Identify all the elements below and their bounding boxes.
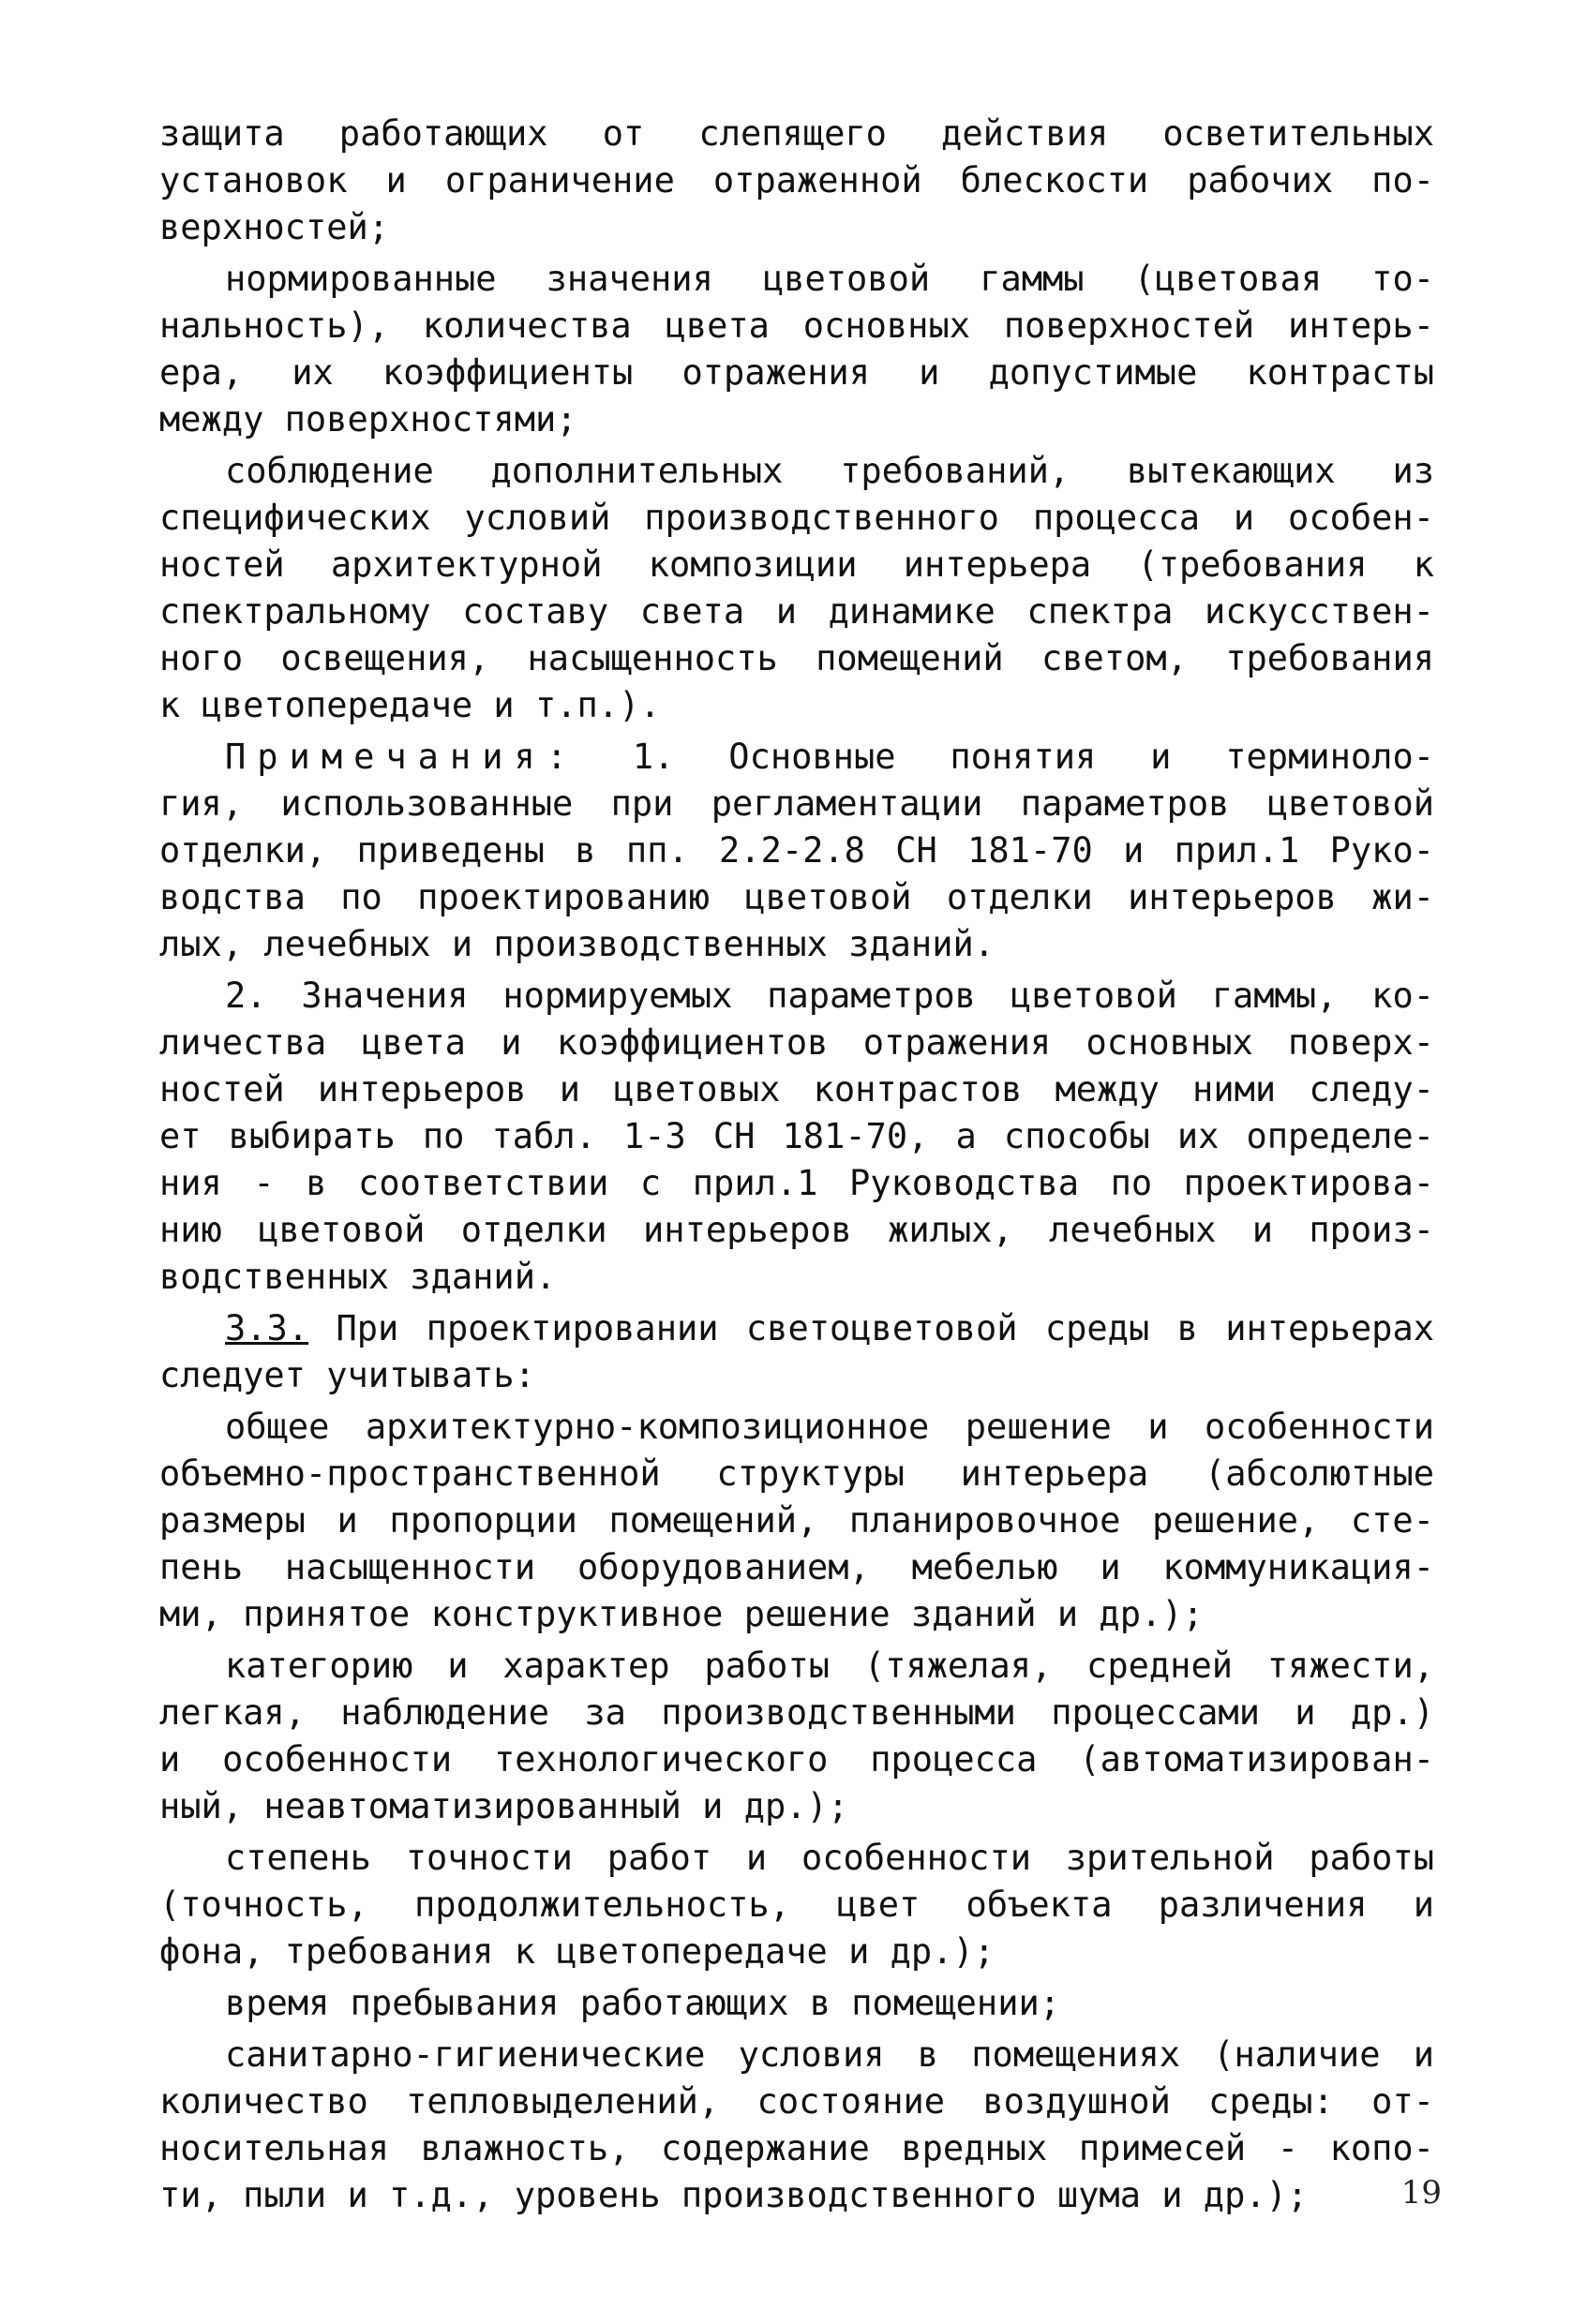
section-text: При проектировании светоцветовой среды в интерьерах <box>336 1308 1434 1348</box>
text-line-19: 2. Значения нормируемых параметров цветовой гаммы, ко- <box>225 976 1434 1016</box>
text-line-8: соблюдение дополнительных требований, вытекающих из <box>225 451 1434 491</box>
text-line-9: специфических условий производственного процесса и особен- <box>159 498 1434 538</box>
text-line-37: степень точности работ и особенности зрительной работы <box>225 1838 1434 1878</box>
text-line-32: ми, принятое конструктивное решение зданий и др.); <box>159 1594 1204 1634</box>
text-line-10: ностей архитектурной композиции интерьера (требования к <box>159 544 1434 585</box>
document-page <box>159 111 1434 2219</box>
text-line-24: нию цветовой отделки интерьеров жилых, лечебных и произ- <box>159 1210 1434 1250</box>
text-line-16: отделки, приведены в пп. 2.2-2.8 СН 181-70 и прил.1 Руко- <box>159 830 1434 871</box>
notes-text: 1. Основные понятия и терминоло- <box>632 737 1434 777</box>
text-line-12: ного освещения, насыщенность помещений светом, требования <box>159 638 1434 678</box>
text-line-2: установок и ограничение отраженной блескости рабочих по- <box>159 160 1434 201</box>
page-number: 19 <box>1400 2174 1442 2212</box>
text-line-11: спектральному составу света и динамике спектра искусствен- <box>159 591 1434 632</box>
notes-label: Примечания: <box>225 737 579 777</box>
text-line-18: лых, лечебных и производственных зданий. <box>159 924 996 964</box>
text-line-33: категорию и характер работы (тяжелая, средней тяжести, <box>225 1646 1434 1686</box>
text-line-27: следует учитывать: <box>159 1355 535 1395</box>
text-line-17: водства по проектированию цветовой отделки интерьеров жи- <box>159 877 1434 917</box>
text-line-30: размеры и пропорции помещений, планировочное решение, сте- <box>159 1500 1434 1541</box>
text-line-20: личества цвета и коэффициентов отражения основных поверх- <box>159 1022 1434 1063</box>
text-line-42: количество тепловыделений, состояние воздушной среды: от- <box>159 2081 1434 2122</box>
notes-line-1 <box>159 734 1434 781</box>
text-line-39: фона, требования к цветопередаче и др.); <box>159 1931 996 1972</box>
section-line-1 <box>159 1305 1434 1352</box>
text-line-13: к цветопередаче и т.п.). <box>159 685 661 725</box>
text-line-40: время пребывания работающих в помещении; <box>225 1983 1061 2023</box>
text-line-25: водственных зданий. <box>159 1257 557 1297</box>
text-line-15: гия, использованные при регламентации параметров цветовой <box>159 783 1434 824</box>
text-line-35: и особенности технологического процесса (автоматизирован- <box>159 1739 1434 1780</box>
text-line-22: ет выбирать по табл. 1-3 СН 181-70, а способы их определе- <box>159 1116 1434 1156</box>
text-line-36: ный, неавтоматизированный и др.); <box>159 1786 849 1826</box>
text-line-21: ностей интерьеров и цветовых контрастов между ними следу- <box>159 1069 1434 1110</box>
text-line-4: нормированные значения цветовой гаммы (цветовая то- <box>225 259 1434 299</box>
text-line-29: объемно-пространственной структуры интерьера (абсолютные <box>159 1453 1434 1494</box>
text-line-43: носительная влажность, содержание вредных примесей - копо- <box>159 2128 1434 2168</box>
text-line-5: нальность), количества цвета основных поверхностей интерь- <box>159 305 1434 346</box>
text-line-3: верхностей; <box>159 207 390 247</box>
text-line-38: (точность, продолжительность, цвет объекта различения и <box>159 1885 1434 1925</box>
text-line-23: ния - в соответствии с прил.1 Руководства по проектирова- <box>159 1163 1434 1203</box>
text-line-34: легкая, наблюдение за производственными процессами и др.) <box>159 1692 1434 1733</box>
section-number: 3.3. <box>225 1308 309 1348</box>
text-line-31: пень насыщенности оборудованием, мебелью и коммуникация- <box>159 1547 1434 1587</box>
text-line-28: общее архитектурно-композиционное решение и особенности <box>225 1407 1434 1447</box>
text-line-1: защита работающих от слепящего действия осветительных <box>159 113 1434 154</box>
text-line-7: между поверхностями; <box>159 399 577 439</box>
text-line-6: ера, их коэффициенты отражения и допустимые контрасты <box>159 352 1434 393</box>
text-line-41: санитарно-гигиенические условия в помещениях (наличие и <box>225 2034 1434 2075</box>
text-line-44: ти, пыли и т.д., уровень производственного шума и др.); <box>159 2175 1309 2215</box>
